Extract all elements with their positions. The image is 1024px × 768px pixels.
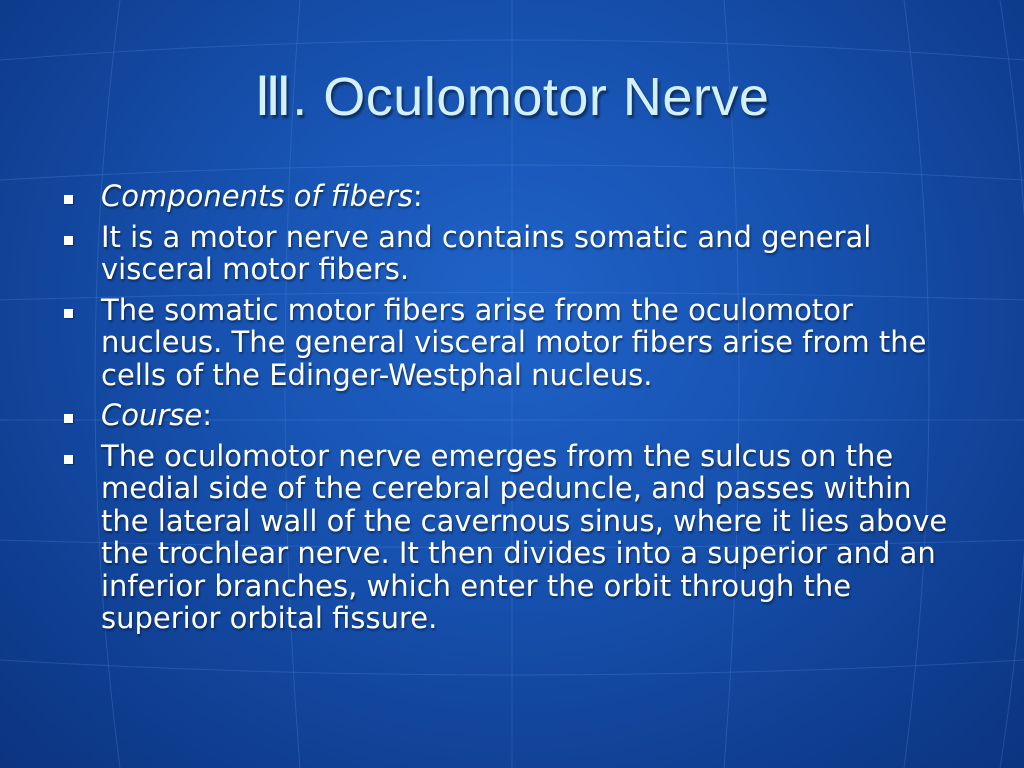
bullet-list bbox=[62, 180, 962, 643]
bullet-item-motor-nerve bbox=[62, 221, 962, 286]
square-bullet-icon bbox=[64, 309, 73, 318]
bullet-text: : bbox=[202, 398, 213, 432]
bullet-item-components bbox=[62, 180, 962, 213]
bullet-text: The oculomotor nerve emerges from the sulcus on the medial side of the cerebral peduncle, and passes within the lateral wall of the cavernous sinus, where it lies above the trochlear nerve. It then divides into a superior and an inferior branches, which enter the orbit through the superior orbital fissure. bbox=[101, 438, 948, 635]
bullet-text: : bbox=[412, 179, 423, 213]
bullet-item-nerve-course bbox=[62, 440, 962, 635]
bullet-item-somatic-fibers bbox=[62, 294, 962, 392]
square-bullet-icon bbox=[64, 236, 73, 245]
bullet-text: The somatic motor fibers arise from the oculomotor nucleus. The general visceral motor fibers arise from the cells of the Edinger-Westphal nucleus. bbox=[101, 292, 927, 392]
square-bullet-icon bbox=[64, 414, 73, 423]
bullet-emphasis: Components of fibers bbox=[101, 179, 413, 213]
bullet-item-course bbox=[62, 399, 962, 432]
slide-title: Ⅲ. Oculomotor Nerve bbox=[254, 67, 770, 127]
square-bullet-icon bbox=[64, 195, 73, 204]
bullet-text: It is a motor nerve and contains somatic and general visceral motor fibers. bbox=[101, 219, 872, 286]
bullet-emphasis: Course bbox=[101, 398, 203, 432]
square-bullet-icon bbox=[64, 455, 73, 464]
